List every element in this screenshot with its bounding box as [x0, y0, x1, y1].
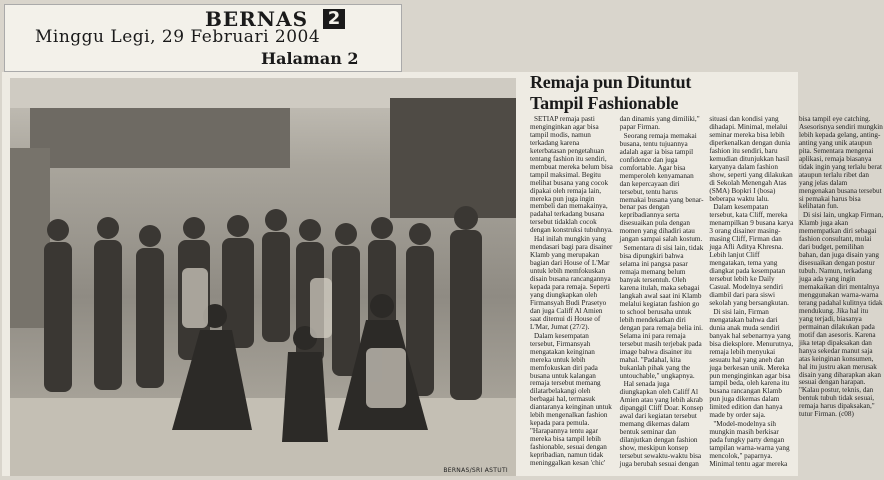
photo-credit: BERNAS/SRI ASTUTI: [443, 467, 508, 474]
page-number-badge: 2: [323, 9, 345, 29]
article-paragraph: Hal inilah mungkin yang mendasari bagi para disainer Klamb yang merupakan bagian dari House of L'Mar untuk lebih memfokuskan disain busana rancangannya kepada para remaja. Seperti yang diungkapkan oleh Firmansyah Budi Prasetyo dan juga Califf Al Amien saat ditemui di House of L'Mar, Jumat (27/2).: [530, 235, 613, 331]
article-headline: [530, 72, 790, 114]
article-paragraph: Dalam kesempatan tersebut, Firmansyah mengatakan keinginan mereka untuk lebih memfokuskan diri pada busana untuk kalangan remaja tersebut memang dilatarbelakangi oleh berbagai hal, termasuk diantaranya keinginan untuk lebih mengenalkan fashion kepada para pemula. "Harapannya tentu agar mereka bisa tampil lebih fashionable, sesuai dengan kepribadian, namun tidak meninggalkan kesan 'chic' dan dinamis yang dimiliki," papar Firman.: [530, 115, 700, 467]
article-paragraph: "Model-modelnya sih mungkin masih berkisar pada fungky party dengan tampilan warna-warna yang mencolok," paparnya. Minimal tentu agar mereka bisa tampil eye catching. Asesorisnya sendiri mungkin lebih kepada gelang, anting-anting yang unik ataupun pita. Sementara mengenai aplikasi, remaja biasanya tidak ingin yang terlalu berat ataupun terlalu ribet dan yang jelas dalam mengenakan busana tersebut si pemakai harus bisa kelihatan fun.: [709, 115, 883, 468]
article-body: [530, 115, 884, 470]
headline-line-2: Tampil Fashionable: [530, 93, 679, 113]
dateline: Minggu Legi, 29 Februari 2004: [35, 27, 321, 47]
article-paragraph: Sementara di sisi lain, tidak bisa dipungkiri bahwa selama ini pangsa pasar remaja memang belum banyak tersentuh. Oleh karena itulah, maka sebagai langkah awal saat ini Klamb melalui kegiatan fashion go to school berusaha untuk lebih mendekatkan diri dengan para remaja belia ini. Selama ini para remaja tersebut masih terjebak pada image bahwa disainer itu mahal. "Padahal, kita bukanlah pihak yang the untouchable," ungkapnya.: [619, 244, 704, 380]
article-paragraph: SETIAP remaja pasti menginginkan agar bisa tampil modis, namun terkadang karena keterbatasan pengetahuan tentang fashion itu sendiri, membuat mereka belum bisa tampil maksimal. Begitu melihat busana yang cocok dipakai oleh remaja lain, mereka pun juga ingin membeli dan memakainya, padahal terkadang busana tersebut tidaklah cocok dengan konstruksi tubuhnya.: [530, 115, 613, 235]
group-photo: [10, 78, 516, 476]
article-paragraph: Dalam kesempatan tersebut, kata Cliff, mereka menampilkan 9 busana karya 3 orang disainer masing-masing Cliff, Firman dan juga Afli Aditya Khresna. Lebih lanjut Cliff mengatakan, tema yang diangkat pada kesempatan tersebut lebih ke Daily Casual. Modelnya sendiri diambil dari para siswi sekolah yang bersangkutan.: [709, 203, 794, 307]
newspaper-clipping: [2, 72, 884, 476]
article-paragraph: Hal senada juga diungkapkan oleh Califf Al Amien atau yang lebih akrab dipanggil Cliff Doar. Konsep awal dari kegiatan tersebut memang dikemas dalam bentuk seminar dan dilanjutkan dengan fashion show, meskipun konsep tersebut sewaktu-waktu bisa juga berubah sesuai dengan situasi dan kondisi yang dihadapi. Minimal, melalui seminar mereka bisa lebih diperkenalkan dengan dunia fashion itu sendiri, baru kemudian ditunjukkan hasil karyanya dalam fashion show, seperti yang dilakukan di Sekolah Menengah Atas (SMA) Bopkri I (bosa) beberapa waktu lalu.: [619, 115, 793, 468]
page-label: Halaman 2: [261, 49, 359, 68]
headline-line-1: Remaja pun Dituntut: [530, 72, 692, 92]
masthead: [4, 4, 402, 72]
article-paragraph: Di sisi lain, ungkap Firman, Klamb juga akan memempatkan diri sebagai fashion consultant, mulai dari budget, pemilihan bahan, dan juga disain yang disesuaikan dengan postur tubuh. Namun, terkadang juga ada yang ingin memakaikan diri mentalnya menggunakan warna-warna terang padahal kulitnya tidak mendukung. Jika hal itu yang terjadi, biasanya permainan dilakukan pada motif dan asesoris. Karena jika tetap dipaksakan dan hanya sekedar manut saja atas keinginan konsumen, hal itu justru akan merusak disain yang diharapkan akan sesuai dengan harapan. "Kalau postur, teknis, dan bentuk tubuh tidak sesuai, remaja harus dipaksakan," tutur Firman. (c08): [798, 211, 884, 419]
newspaper-name: BERNAS: [205, 7, 309, 31]
article-paragraph: Di sisi lain, Firman mengatakan bahwa dari dunia anak muda sendiri banyak hal sebenarnya yang bisa dieksplore. Menurutnya, remaja lebih menyukai sesuatu hal yang aneh dan juga berkesan unik. Mereka pun menginginkan agar bisa tampil beda, oleh karena itu busana rancangan Klamb pun juga dikemas dalam limited edition dan hanya made by order saja.: [709, 307, 794, 420]
group-photo-illustration: [10, 78, 516, 476]
article-paragraph: Seorang remaja memakai busana, tentu tujuannya adalah agar ia bisa tampil confidence dan juga comfortable. Agar bisa memperoleh kenyamanan dan kepercayaan diri tersebut, tentu harus memakai busana yang benar-benar pas dengan kepribadiannya serta disesuaikan pula dengan momen yang dihadiri atau jangan sampai salah kostum.: [619, 131, 704, 244]
